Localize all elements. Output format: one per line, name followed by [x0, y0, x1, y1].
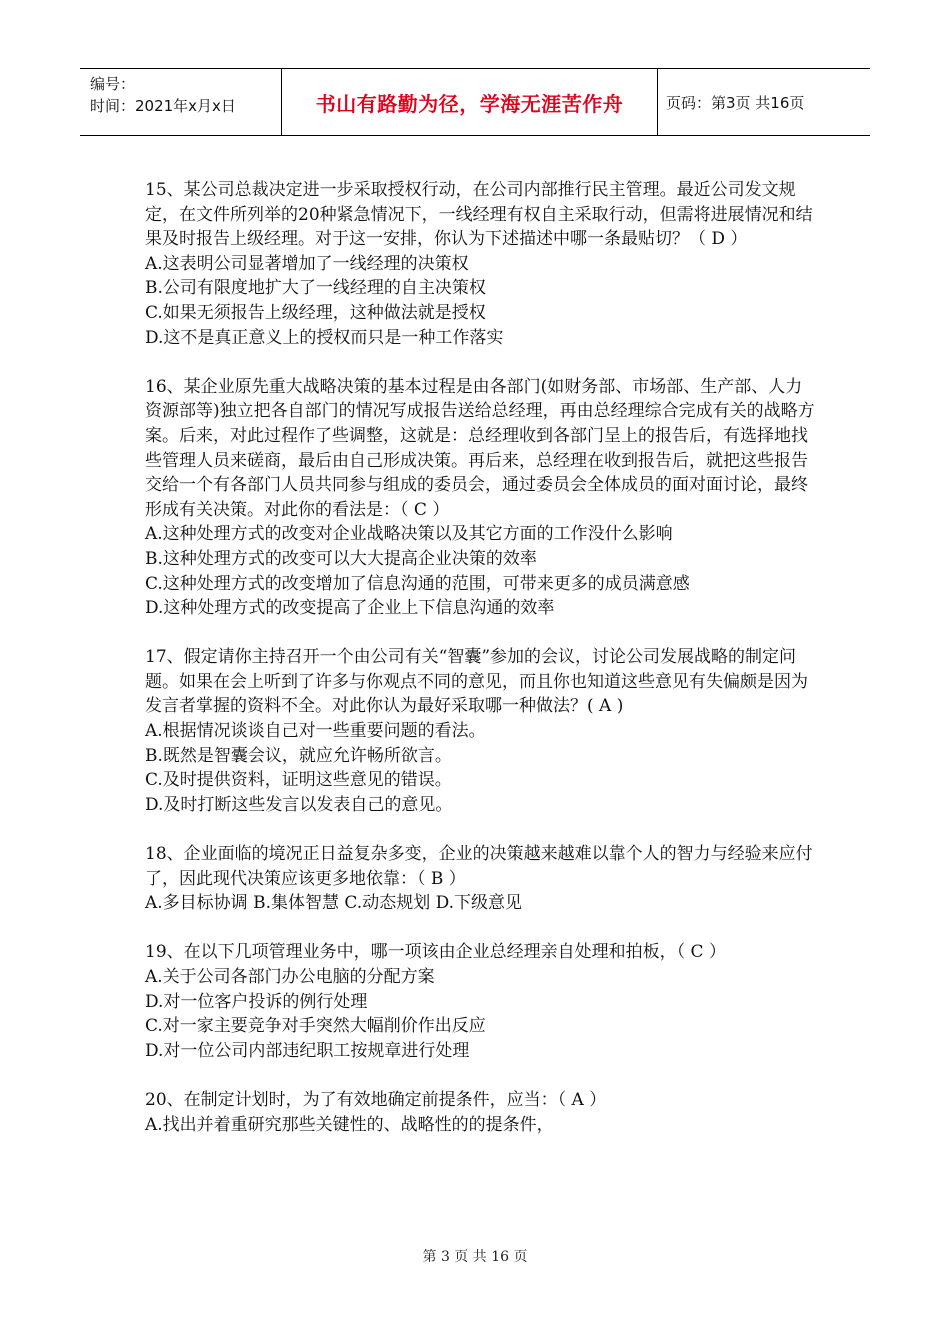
- answer-option: A.关于公司各部门办公电脑的分配方案: [145, 967, 435, 987]
- document-number-label: 编号：: [90, 75, 136, 93]
- header-meta: [80, 69, 282, 135]
- header-motto: 书山有路勤为径，学海无涯苦作舟: [282, 69, 658, 135]
- answer-option: B.既然是智囊会议，就应允许畅所欲言。: [145, 745, 452, 766]
- question-18: [145, 842, 815, 916]
- question-list: [145, 178, 815, 1162]
- question-17: [145, 645, 815, 817]
- answer-option: D.这种处理方式的改变提高了企业上下信息沟通的效率: [145, 598, 555, 619]
- document-date-label: 时间：2021年x月x日: [90, 97, 236, 115]
- answer-option: A.根据情况谈谈自己对一些重要问题的看法。: [145, 721, 486, 742]
- question-16: [145, 375, 815, 621]
- question-20: [145, 1088, 815, 1137]
- answer-option: C.对一家主要竞争对手突然大幅削价作出反应: [145, 1016, 486, 1037]
- question-15: [145, 178, 815, 350]
- answer-option: C.及时提供资料，证明这些意见的错误。: [145, 770, 452, 791]
- question-stem: 18、企业面临的境况正日益复杂多变，企业的决策越来越难以靠个人的智力与经验来应付了，因此现代决策应该更多地依靠：（ B ）: [145, 844, 813, 889]
- header-page-number: 页码：第3页 共16页: [666, 93, 805, 112]
- question-stem: 16、某企业原先重大战略决策的基本过程是由各部门(如财务部、市场部、生产部、人力资源部等)独立把各自部门的情况写成报告送给总经理，再由总经理综合完成有关的战略方案。后来，对此过程作了些调整，这就是：总经理收到各部门呈上的报告后，有选择地找些管理人员来磋商，最后由自己形成决策。再后来，总经理在收到报告后，就把这些报告交给一个有各部门人员共同参与组成的委员会，通过委员会全体成员的面对面讨论，最终形成有关决策。对此你的看法是：（ C ）: [145, 376, 815, 520]
- question-stem: 20、在制定计划时，为了有效地确定前提条件，应当：（ A ）: [145, 1089, 607, 1110]
- answer-option: B.这种处理方式的改变可以大大提高企业决策的效率: [145, 548, 537, 569]
- page-footer: 第 3 页 共 16 页: [422, 1249, 528, 1265]
- answer-option: A.多目标协调 B.集体智慧 C.动态规划 D.下级意见: [145, 893, 523, 914]
- answer-option: A.这表明公司显著增加了一线经理的决策权: [145, 253, 469, 274]
- answer-option: C.如果无须报告上级经理，这种做法就是授权: [145, 302, 486, 323]
- answer-option: A.找出并着重研究那些关键性的、战略性的的提条件，: [145, 1114, 554, 1135]
- answer-option: A.这种处理方式的改变对企业战略决策以及其它方面的工作没什么影响: [145, 524, 673, 545]
- answer-option: D.对一位客户投诉的例行处理: [145, 991, 368, 1012]
- page-header: [80, 68, 870, 136]
- question-19: [145, 940, 815, 1063]
- question-stem: 17、假定请你主持召开一个由公司有关“智囊”参加的会议，讨论公司发展战略的制定问题。如果在会上听到了许多与你观点不同的意见，而且你也知道这些意见有失偏颇是因为发言者掌握的资料不全。对此你认为最好采取哪一种做法？( A ): [145, 647, 808, 717]
- question-stem: 19、在以下几项管理业务中，哪一项该由企业总经理亲自处理和拍板，（ C ）: [145, 942, 726, 963]
- question-stem: 15、某公司总裁决定进一步采取授权行动，在公司内部推行民主管理。最近公司发文规定，在文件所列举的20种紧急情况下，一线经理有权自主采取行动，但需将进展情况和结果及时报告上级经理。对于这一安排，你认为下述描述中哪一条最贴切？（ D ）: [145, 180, 813, 250]
- answer-option: D.这不是真正意义上的授权而只是一种工作落实: [145, 327, 504, 348]
- answer-option: D.对一位公司内部违纪职工按规章进行处理: [145, 1040, 470, 1061]
- answer-option: D.及时打断这些发言以发表自己的意见。: [145, 794, 453, 815]
- answer-option: B.公司有限度地扩大了一线经理的自主决策权: [145, 278, 486, 299]
- answer-option: C.这种处理方式的改变增加了信息沟通的范围，可带来更多的成员满意感: [145, 573, 690, 594]
